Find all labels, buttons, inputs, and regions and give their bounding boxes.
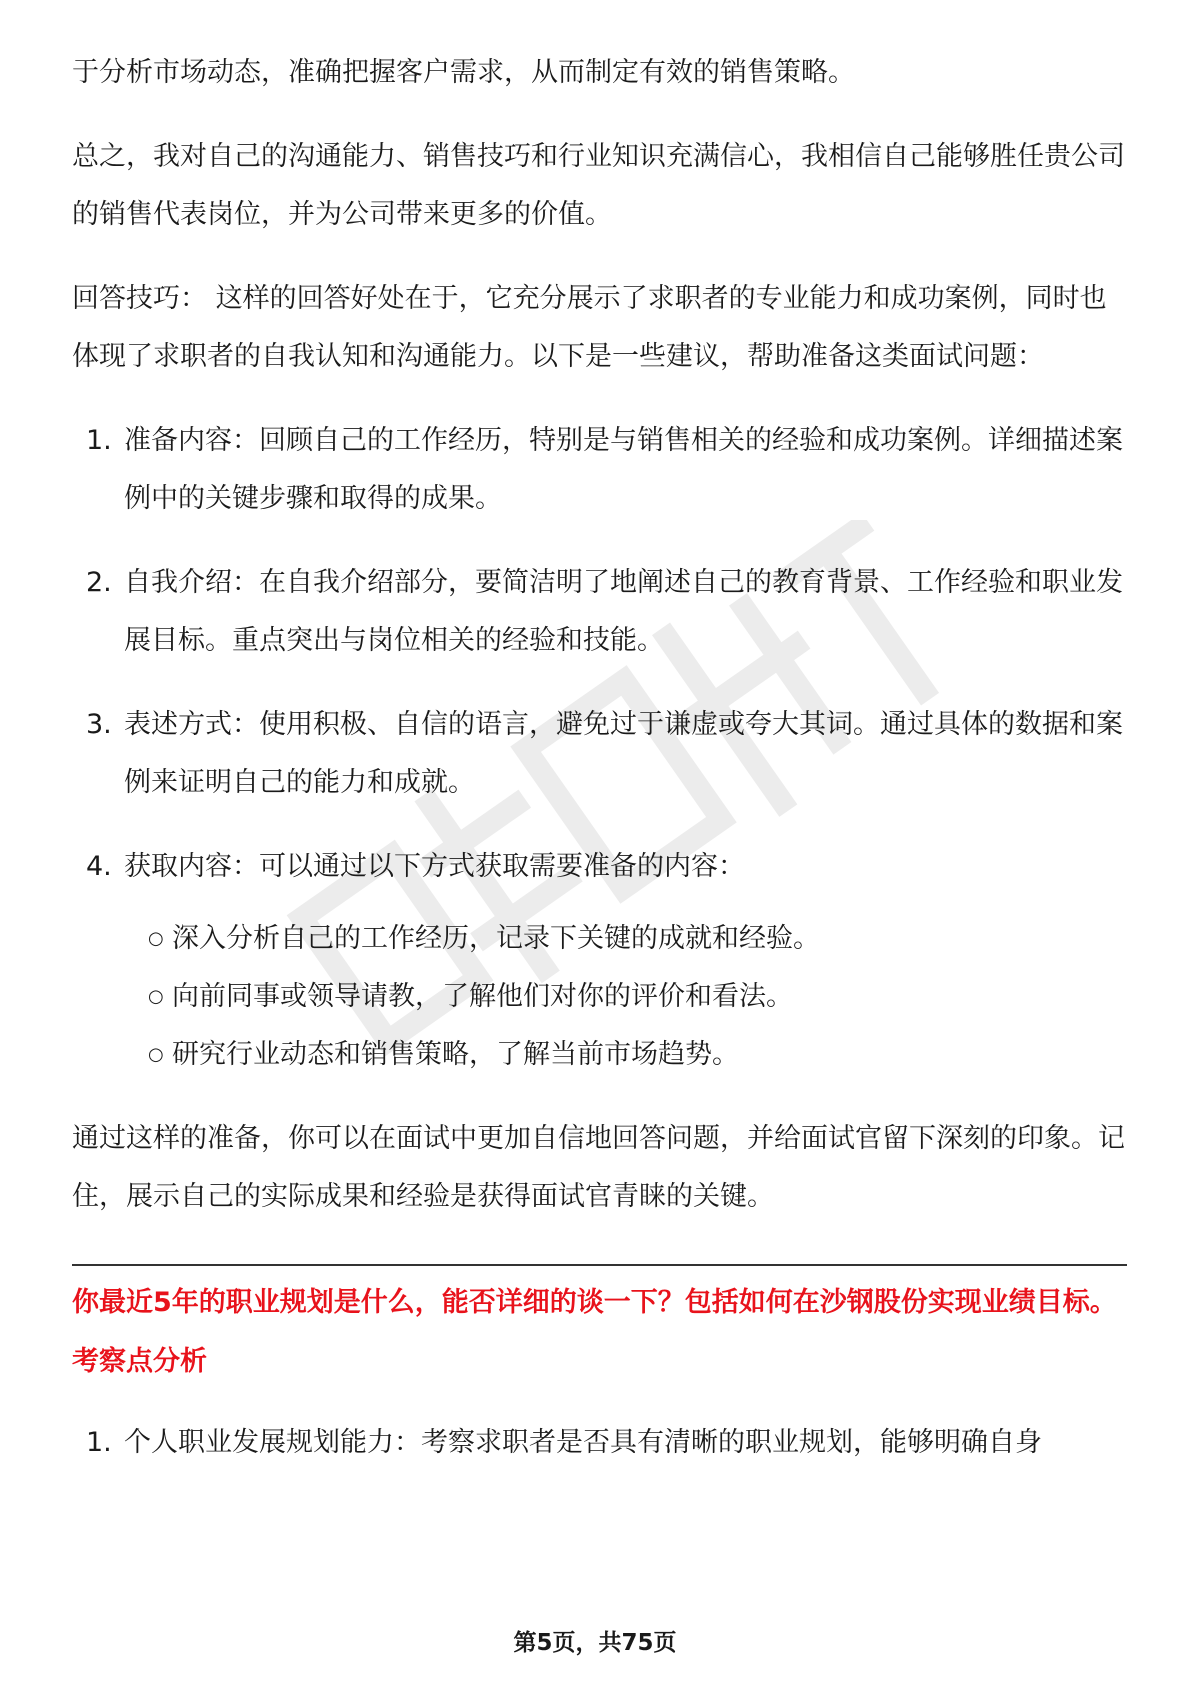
paragraph-continuation: 于分析市场动态，准确把握客户需求，从而制定有效的销售策略。 [72, 57, 855, 88]
page-footer: 第5页，共75页 [513, 1630, 677, 1656]
list-number: 1. [86, 425, 112, 456]
list-item-text: 个人职业发展规划能力：考察求职者是否具有清晰的职业规划，能够明确自身 [124, 1427, 1042, 1458]
list-item [72, 696, 1127, 812]
sub-list-item [148, 1026, 1127, 1084]
circle-bullet-icon: ○ [148, 1044, 164, 1065]
list-item [72, 1414, 1127, 1472]
section-divider [72, 1264, 1127, 1266]
list-number: 1. [86, 1427, 112, 1458]
preparation-steps-list [72, 412, 1127, 1084]
sub-list-item-text: 深入分析自己的工作经历，记录下关键的成就和经验。 [172, 923, 820, 954]
page-content [72, 44, 1127, 1472]
list-number: 2. [86, 567, 112, 598]
circle-bullet-icon: ○ [148, 928, 164, 949]
list-number: 3. [86, 709, 112, 740]
paragraph-closing: 通过这样的准备，你可以在面试中更加自信地回答问题，并给面试官留下深刻的印象。记住，展示自己的实际成果和经验是获得面试官青睐的关键。 [72, 1123, 1125, 1212]
paragraph-summary: 总之，我对自己的沟通能力、销售技巧和行业知识充满信心，我相信自己能够胜任贵公司的销售代表岗位，并为公司带来更多的价值。 [72, 141, 1125, 230]
sub-list-item-text: 研究行业动态和销售策略，了解当前市场趋势。 [172, 1039, 739, 1070]
sub-list-item [148, 910, 1127, 968]
sub-list [72, 910, 1127, 1084]
list-item [72, 838, 1127, 1084]
list-item-text: 表述方式：使用积极、自信的语言，避免过于谦虚或夸大其词。通过具体的数据和案例来证明自己的能力和成就。 [124, 709, 1123, 798]
list-item [72, 554, 1127, 670]
sub-list-item-text: 向前同事或领导请教，了解他们对你的评价和看法。 [172, 981, 793, 1012]
sub-list-item [148, 968, 1127, 1026]
list-item-text: 准备内容：回顾自己的工作经历，特别是与销售相关的经验和成功案例。详细描述案例中的关键步骤和取得的成果。 [124, 425, 1123, 514]
section-heading-analysis: 考察点分析 [72, 1346, 207, 1377]
circle-bullet-icon: ○ [148, 986, 164, 1007]
list-item [72, 412, 1127, 528]
list-number: 4. [86, 851, 112, 882]
interview-question-heading: 你最近5年的职业规划是什么，能否详细的谈一下？包括如何在沙钢股份实现业绩目标。 [72, 1287, 1117, 1318]
list-item-text: 获取内容：可以通过以下方式获取需要准备的内容： [124, 851, 745, 882]
paragraph-answer-tips: 回答技巧： 这样的回答好处在于，它充分展示了求职者的专业能力和成功案例，同时也体现了求职者的自我认知和沟通能力。以下是一些建议，帮助准备这类面试问题： [72, 283, 1107, 372]
list-item-text: 自我介绍：在自我介绍部分，要简洁明了地阐述自己的教育背景、工作经验和职业发展目标。重点突出与岗位相关的经验和技能。 [124, 567, 1123, 656]
analysis-list [72, 1414, 1127, 1472]
